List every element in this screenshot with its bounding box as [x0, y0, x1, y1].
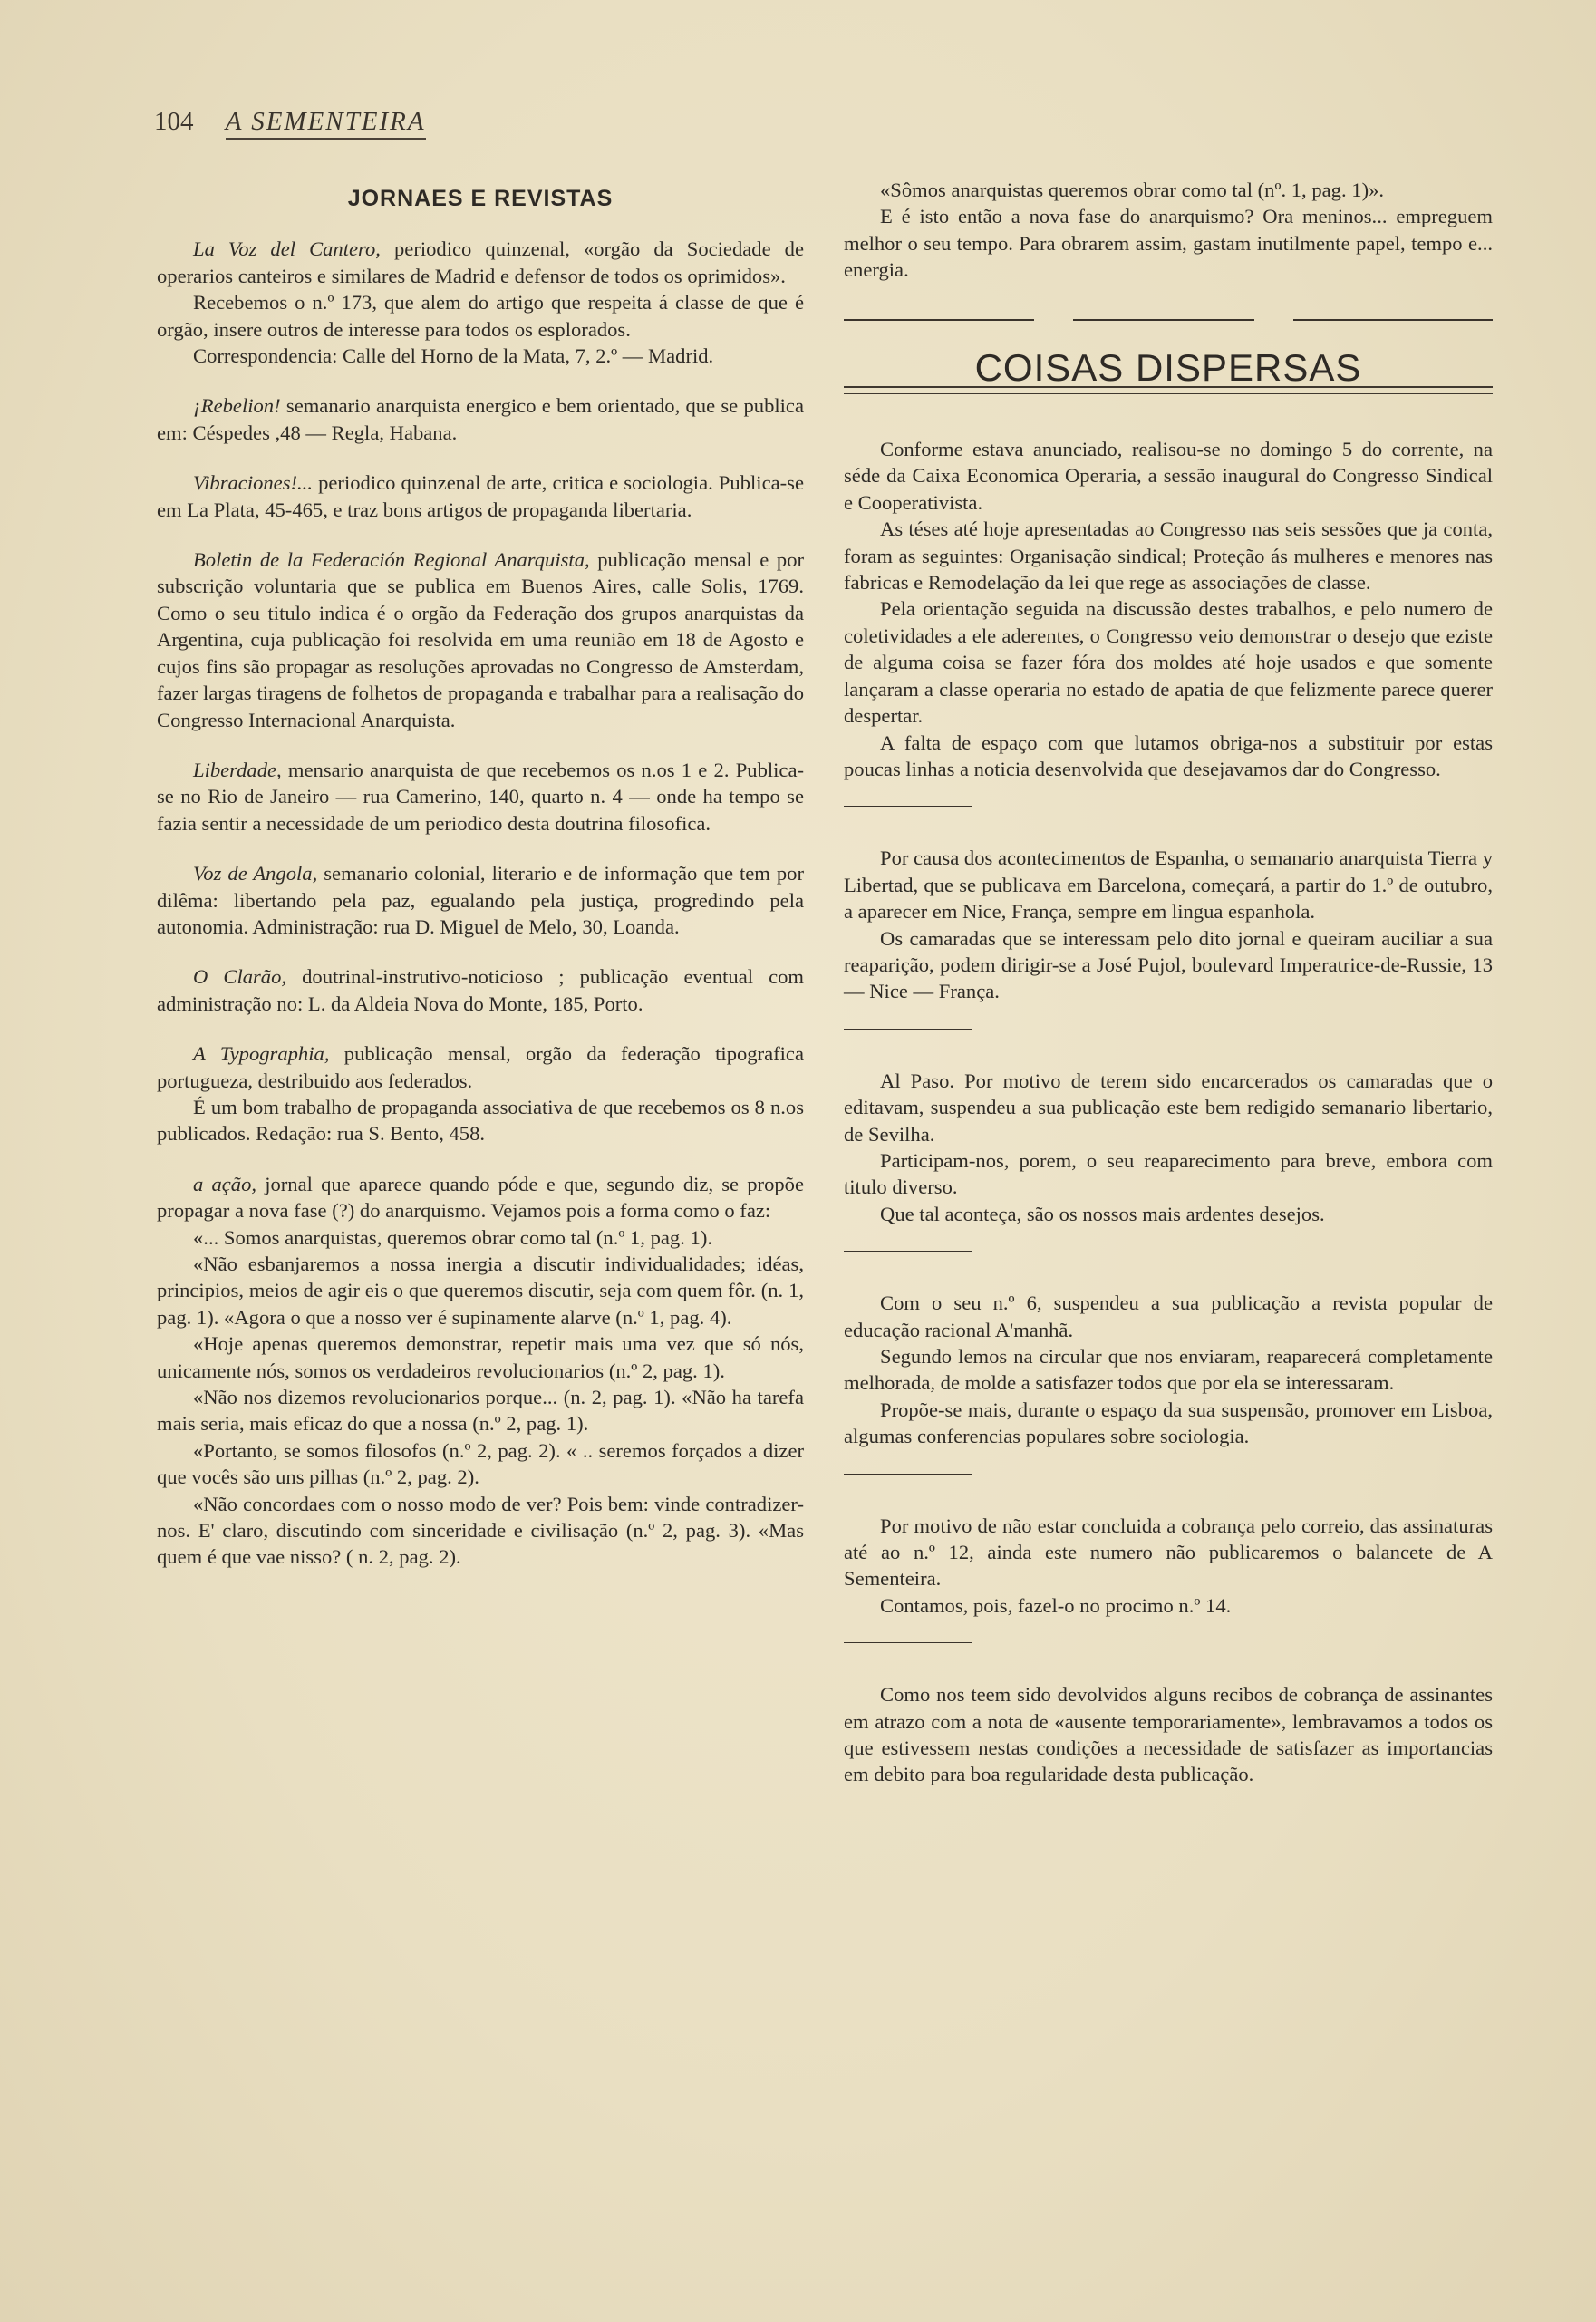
- continuation-paragraph: E é isto então a nova fase do anarquismo? Ora meninos... empreguem melhor o seu tempo. Para obrarem assim, gastam inutilmente papel, tempo e... energia.: [844, 205, 1493, 282]
- left-column: [157, 177, 804, 1594]
- entry-paragraph: Recebemos o n.º 173, que alem do artigo que respeita á classe de que é orgão, insere outros de interesse para todos os esplorados.: [157, 291, 804, 341]
- news-item-al-paso: [844, 1068, 1493, 1227]
- entry-la-voz-del-cantero: [157, 236, 804, 369]
- entry-voz-de-angola: [157, 860, 804, 940]
- entry-title: Liberdade,: [193, 758, 282, 781]
- news-paragraph: Por causa dos acontecimentos de Espanha, o semanario anarquista Tierra y Libertad, que se publicava em Barcelona, começará, a partir do 1.º de outubro, a aparecer em Nice, França, sempre em lingua espanhola.: [844, 847, 1493, 924]
- entry-text: publicação mensal, orgão da federação tipografica portugueza, destribuido aos federados.: [157, 1042, 804, 1092]
- entry-title: La Voz del Cantero,: [193, 237, 381, 261]
- entry-vibraciones: [157, 469, 804, 523]
- news-paragraph: A falta de espaço com que lutamos obriga-nos a substituir por estas poucas linhas a noticia desenvolvida que desejavamos dar do Congresso.: [844, 730, 1493, 780]
- news-paragraph: As téses até hoje apresentadas ao Congresso nas seis sessões que ja conta, foram as seguintes: Organisação sindical; Proteção ás mulheres e menores nas fabricas e Remodelação da lei que rege as associações de classe.: [844, 518, 1493, 595]
- divider-rule: [1293, 319, 1493, 321]
- heading-underline: [844, 393, 1493, 394]
- entry-rebelion: [157, 392, 804, 446]
- quote-paragraph: «Não nos dizemos revolucionarios porque... (n. 2, pag. 1). «Não ha tarefa mais seria, mais eficaz do que a nossa (n.º 2, pag. 1).: [157, 1386, 804, 1436]
- entry-paragraph: [157, 1040, 804, 1094]
- news-paragraph: Al Paso. Por motivo de terem sido encarcerados os camaradas que o editavam, suspendeu a sua publicação este bem redigido semanario libertario, de Sevilha.: [844, 1069, 1493, 1146]
- entry-text: semanario anarquista energico e bem orientado, que se publica em: Céspedes ,48 — Regla, Habana.: [157, 394, 804, 444]
- page-header: [154, 107, 426, 145]
- entry-title: O Clarão,: [193, 965, 287, 989]
- entry-paragraph: [157, 1171, 804, 1224]
- entry-text: doutrinal-instrutivo-noticioso ; publicação eventual com administração no: L. da Aldeia Nova do Monte, 185, Porto.: [157, 965, 804, 1015]
- entry-paragraph: [157, 757, 804, 837]
- quote-paragraph: «... Somos anarquistas, queremos obrar como tal (n.º 1, pag. 1).: [193, 1225, 712, 1249]
- entry-text: periodico quinzenal de arte, critica e sociologia. Publica-se em La Plata, 45-465, e traz bons artigos de propaganda libertaria.: [157, 471, 804, 521]
- news-paragraph: Contamos, pois, fazel-o no procimo n.º 14.: [880, 1593, 1232, 1617]
- quote-paragraph: «Hoje apenas queremos demonstrar, repetir mais uma vez que só nós, unicamente nós, somos os verdadeiros revolucionarios (n.º 2, pag. 1).: [157, 1332, 804, 1382]
- entry-text: periodico quinzenal, «orgão da Sociedade de operarios canteiros e similares de Madrid e defensor de todos os oprimidos».: [157, 237, 804, 287]
- item-separator: [844, 1029, 972, 1030]
- entry-paragraph: [157, 469, 804, 523]
- divider-rule: [1073, 319, 1254, 321]
- quote-paragraph: «Não esbanjaremos a nossa inergia a discutir individualidades; idéas, principios, meios de agir eis o que queremos discutir, seja com quem fôr. (n. 1, pag. 1). «Agora o que a nosso ver é supinamente alarve (n.º 1, pag. 4).: [157, 1253, 804, 1329]
- entry-paragraph: [157, 963, 804, 1017]
- page-number: 104: [154, 107, 194, 136]
- entry-paragraph: [157, 860, 804, 940]
- continuation-paragraph: «Sômos anarquistas queremos obrar como tal (nº. 1, pag. 1)».: [880, 179, 1385, 201]
- entry-text: publicação mensal e por subscrição voluntaria que se publica em Buenos Aires, calle Solis, 1769. Como o seu titulo indica é o orgão da Federação dos grupos anarquistas da Argentina, cuja publicação foi resolvida em uma reunião em 18 de Agosto e cujos fins são propagar as resoluções aprovadas no Congresso de Amsterdam, fazer largas tiragens de folhetos de propaganda e trabalhar para a realisação do Congresso Internacional Anarquista.: [157, 548, 805, 731]
- item-separator: [844, 806, 972, 807]
- entry-title: Vibraciones!...: [193, 471, 313, 495]
- entry-title: Boletin de la Federación Regional Anarquista,: [193, 548, 590, 572]
- entry-liberdade: [157, 757, 804, 837]
- news-paragraph: Pela orientação seguida na discussão destes trabalhos, e pelo numero de coletividades a ele aderentes, o Congresso veio demonstrar o desejo que eziste de alguma coisa se fazer fóra dos moldes até hoje usados e que somente lançaram a classe operaria no estado de apatia de que felizmente parece querer despertar.: [844, 597, 1493, 728]
- continuation-block: [844, 177, 1493, 284]
- entry-boletin: [157, 547, 804, 733]
- news-item-tierra-y-libertad: [844, 845, 1493, 1004]
- news-paragraph: Conforme estava anunciado, realisou-se no domingo 5 do corrente, na séde da Caixa Economica Operaria, a sessão inaugural do Congresso Sindical e Cooperativista.: [844, 438, 1493, 514]
- news-item-recibos: [844, 1681, 1493, 1788]
- journal-title: A SEMENTEIRA: [226, 107, 426, 140]
- entry-o-clarao: [157, 963, 804, 1017]
- entry-title: ¡Rebelion!: [193, 394, 281, 418]
- news-paragraph: Com o seu n.º 6, suspendeu a sua publicação a revista popular de educação racional A'manhã.: [844, 1292, 1493, 1341]
- entry-paragraph: [157, 392, 804, 446]
- entry-title: Voz de Angola,: [193, 862, 318, 885]
- news-item-balancete: [844, 1513, 1493, 1620]
- entry-title: A Typographia,: [193, 1042, 330, 1066]
- news-paragraph: Que tal aconteça, são os nossos mais ardentes desejos.: [880, 1202, 1325, 1225]
- news-paragraph: Participam-nos, porem, o seu reaparecimento para breve, embora com titulo diverso.: [844, 1148, 1493, 1199]
- news-item-congresso: [844, 436, 1493, 782]
- entry-paragraph: [157, 236, 804, 289]
- news-paragraph: Como nos teem sido devolvidos alguns recibos de cobrança de assinantes em atrazo com a nota de «ausente temporariamente», lembravamos a todos os que estivessem nestas condições a necessidade de satisfazer as importancias em debito para boa regularidade desta publicação.: [844, 1683, 1493, 1786]
- item-separator: [844, 1642, 972, 1643]
- section-heading-jornaes: JORNAES E REVISTAS: [347, 186, 614, 211]
- entry-text: jornal que aparece quando póde e que, segundo diz, se propõe propagar a nova fase (?) do anarquismo. Vejamos pois a forma como o faz:: [157, 1172, 804, 1223]
- item-separator: [844, 1474, 972, 1475]
- entry-a-typographia: [157, 1040, 804, 1147]
- news-paragraph: Propõe-se mais, durante o espaço da sua suspensão, promover em Lisboa, algumas conferencias populares sobre sociologia.: [844, 1398, 1493, 1448]
- section-divider: [844, 311, 1493, 329]
- quote-paragraph: «Portanto, se somos filosofos (n.º 2, pag. 2). « .. seremos forçados a dizer que vocês são uns pilhas (n.º 2, pag. 2).: [157, 1438, 804, 1489]
- quote-paragraph: «Não concordaes com o nosso modo de ver? Pois bem: vinde contradizer-nos. E' claro, discutindo com sinceridade e civilisação (n.º 2, pag. 3). «Mas quem é que vae nisso? ( n. 2, pag. 2).: [157, 1492, 804, 1569]
- entry-text: semanario colonial, literario e de informação que tem por dilêma: libertando pela paz, egualando pela justiça, progredindo pela autonomia. Administração: rua D. Miguel de Melo, 30, Loanda.: [157, 862, 805, 938]
- divider-rule: [844, 319, 1034, 321]
- right-column: [844, 177, 1493, 1788]
- entry-paragraph: Correspondencia: Calle del Horno de la Mata, 7, 2.º — Madrid.: [193, 344, 714, 368]
- item-separator: [844, 1251, 972, 1252]
- news-paragraph: Os camaradas que se interessam pelo dito jornal e queiram auciliar a sua reaparição, podem dirigir-se a José Pujol, boulevard Imperatrice-de-Russie, 13 — Nice — França.: [844, 926, 1493, 1003]
- news-paragraph: Segundo lemos na circular que nos enviaram, reaparecerá completamente melhorada, de molde a satisfazer todos que por ela se interessaram.: [844, 1345, 1493, 1395]
- entry-paragraph: É um bom trabalho de propaganda associativa de que recebemos os 8 n.os publicados. Redação: rua S. Bento, 458.: [157, 1095, 804, 1146]
- news-item-amanha: [844, 1290, 1493, 1449]
- entry-a-acao: [157, 1171, 804, 1571]
- news-paragraph: Por motivo de não estar concluida a cobrança pelo correio, das assinaturas até ao n.º 12, ainda este numero não publicaremos o balancete de A Sementeira.: [844, 1514, 1493, 1591]
- entry-paragraph: [157, 547, 804, 733]
- entry-text: mensario anarquista de que recebemos os n.os 1 e 2. Publica-se no Rio de Janeiro — rua Camerino, 140, quarto n. 4 — onde ha tempo se fazia sentir a necessidade de um periodico desta doutrina filosofica.: [157, 758, 804, 835]
- section-heading-coisas-dispersas: COISAS DISPERSAS: [844, 354, 1493, 388]
- entry-title: a ação,: [193, 1172, 257, 1195]
